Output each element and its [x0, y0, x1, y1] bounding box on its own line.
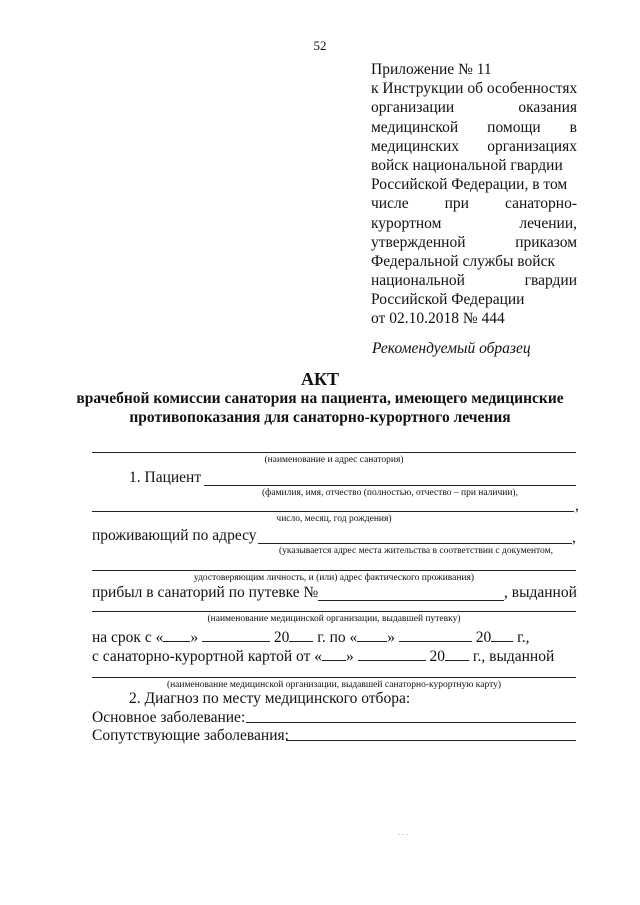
card-organization-field-line[interactable]	[92, 677, 576, 678]
term-to-day-field[interactable]	[357, 627, 387, 642]
term-to-year-field[interactable]	[491, 627, 513, 642]
appendix-word: в	[569, 118, 577, 136]
voucher-number-field-line[interactable]	[318, 600, 504, 601]
card-suffix: г., выданной	[472, 648, 555, 665]
appendix-line	[371, 156, 577, 175]
arrived-label: прибыл в санаторий по путевке №	[92, 584, 319, 601]
concomitant-label: Сопутствующие заболевания:	[92, 727, 289, 744]
caption-identity: удостоверяющим личность, и (или) адрес фактического проживания)	[193, 573, 475, 583]
term-middle: г. по «	[317, 629, 358, 646]
caption-voucher-organization: (наименование медицинской организации, выдавшей путевку)	[207, 614, 461, 624]
term-from-year-field[interactable]	[289, 627, 313, 642]
comma-2: ,	[572, 529, 576, 546]
year-prefix-2: 20	[475, 629, 492, 646]
comma-1: ,	[575, 497, 579, 514]
appendix-word: от 02.10.2018 № 444	[371, 310, 505, 328]
act-subtitle-line-1: врачебной комиссии санатория на пациента, имеющего медицинские	[76, 390, 564, 407]
appendix-line	[371, 252, 577, 271]
appendix-word: организациях	[487, 137, 577, 155]
address-continuation-field-line[interactable]	[92, 570, 576, 571]
appendix-line	[371, 137, 577, 156]
appendix-word: Российской Федерации	[371, 291, 525, 309]
card-month-field[interactable]	[358, 646, 426, 661]
appendix-word: войск национальной гвардии	[371, 156, 563, 174]
caption-card-organization: (наименование медицинской организации, выдавшей санаторно-курортную карту)	[166, 680, 502, 690]
appendix-line	[371, 309, 577, 328]
appendix-word: помощи	[487, 118, 541, 136]
appendix-word: к Инструкции об особенностях	[371, 80, 577, 98]
appendix-line	[371, 60, 577, 79]
appendix-word: курортном	[371, 214, 442, 232]
appendix-word: оказания	[518, 99, 577, 117]
appendix-word: Российской Федерации, в том	[371, 176, 568, 194]
appendix-block	[371, 60, 577, 329]
address-label: проживающий по адресу	[92, 527, 257, 544]
appendix-word: медицинских	[371, 137, 460, 155]
year-prefix-1: 20	[273, 629, 290, 646]
act-title: АКТ	[300, 369, 340, 389]
appendix-word: приказом	[515, 233, 577, 251]
card-year-field[interactable]	[445, 646, 469, 661]
quote-close-1: »	[190, 629, 199, 646]
card-day-field[interactable]	[322, 646, 346, 661]
main-disease-label: Основное заболевание:	[92, 709, 246, 726]
voucher-organization-field-line[interactable]	[92, 611, 576, 612]
appendix-word: Приложение № 11	[371, 61, 492, 78]
caption-birth-date: число, месяц, год рождения)	[276, 514, 392, 524]
appendix-word: Федеральной службы войск	[371, 252, 555, 270]
patient-label: 1. Пациент	[129, 469, 202, 486]
address-field-line[interactable]	[258, 543, 572, 544]
card-prefix: с санаторно-курортной картой от «	[92, 648, 323, 665]
appendix-word: медицинской	[371, 118, 459, 136]
term-from-month-field[interactable]	[202, 627, 270, 642]
appendix-word: при	[444, 195, 469, 213]
appendix-word: лечении,	[519, 214, 577, 232]
appendix-line	[371, 194, 577, 213]
quote-close-2: »	[387, 629, 395, 646]
caption-address: (указывается адрес места жительства в соответствии с документом,	[278, 546, 554, 556]
caption-sanatorium: (наименование и адрес санатория)	[264, 455, 404, 465]
appendix-line	[371, 175, 577, 194]
appendix-line	[371, 79, 577, 98]
term-prefix: на срок с «	[92, 629, 164, 646]
term-end: г.,	[517, 629, 530, 646]
birth-date-field-line[interactable]	[92, 511, 574, 512]
concomitant-field-line[interactable]	[286, 740, 576, 741]
quote-close-3: »	[346, 648, 354, 665]
appendix-word: национальной	[371, 272, 465, 290]
appendix-line	[371, 233, 577, 252]
term-to-month-field[interactable]	[399, 627, 472, 642]
appendix-word: организации	[371, 99, 455, 117]
recommended-sample-label: Рекомендуемый образец	[372, 340, 531, 357]
diagnosis-title: 2. Диагноз по месту медицинского отбора:	[129, 690, 411, 707]
scan-dots: . . .	[398, 828, 408, 837]
page-number: 52	[313, 38, 327, 53]
appendix-line	[371, 290, 577, 309]
term-row	[92, 627, 529, 647]
issued-label-1: , выданной	[504, 584, 577, 601]
card-row	[92, 646, 554, 666]
appendix-line	[371, 271, 577, 290]
patient-name-field-line[interactable]	[204, 485, 576, 486]
caption-fio: (фамилия, имя, отчество (полностью, отчество – при наличии),	[262, 488, 518, 498]
sanatorium-field-line[interactable]	[92, 452, 576, 453]
term-from-day-field[interactable]	[163, 627, 190, 642]
appendix-line	[371, 214, 577, 233]
appendix-line	[371, 118, 577, 137]
act-subtitle-line-2: противопоказания для санаторно-курортного лечения	[129, 409, 511, 426]
appendix-word: утвержденной	[371, 233, 466, 251]
appendix-line	[371, 98, 577, 117]
appendix-word: числе	[371, 195, 409, 213]
year-prefix-3: 20	[429, 648, 446, 665]
main-disease-field-line[interactable]	[246, 722, 576, 723]
appendix-word: санаторно-	[505, 195, 577, 213]
appendix-word: гвардии	[524, 272, 577, 290]
